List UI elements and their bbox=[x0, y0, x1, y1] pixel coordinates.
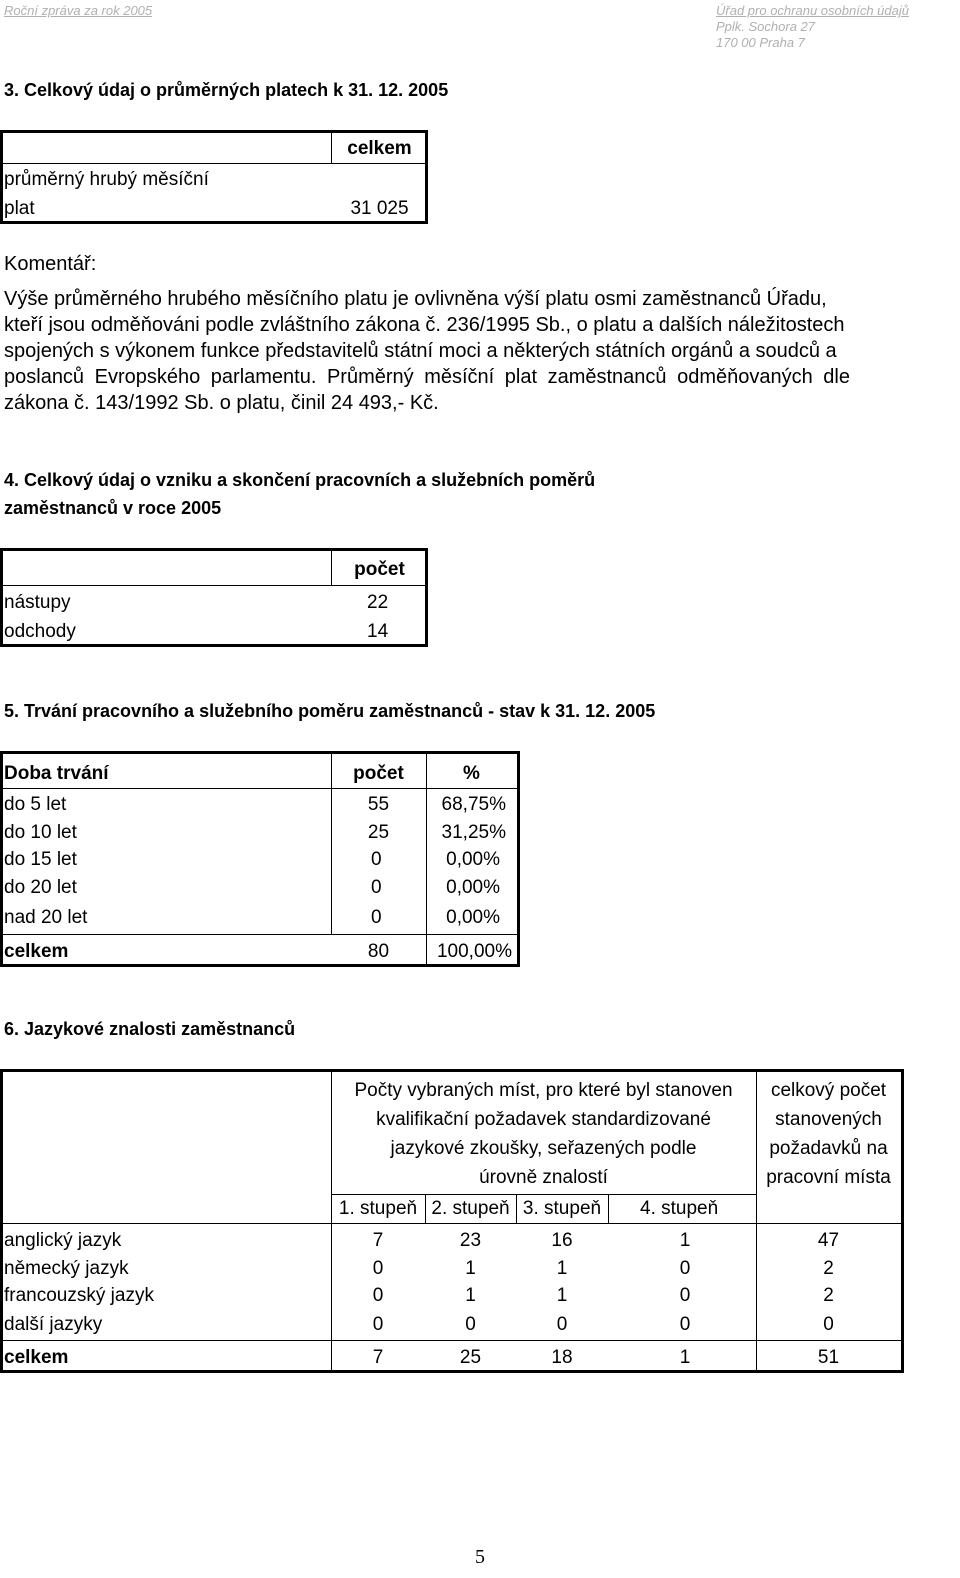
group-header-line: jazykové zkoušky, seřazených podle bbox=[390, 1138, 697, 1159]
duration-row-label: nad 20 let bbox=[4, 907, 88, 928]
language-row-label: francouzský jazyk bbox=[4, 1285, 154, 1306]
duration-total-percent: 100,00% bbox=[436, 941, 512, 962]
duration-row-count: 0 bbox=[371, 877, 382, 898]
salary-row-label-1: průměrný hrubý měsíční bbox=[4, 169, 209, 190]
duration-row-label: do 5 let bbox=[4, 794, 67, 815]
salary-col-header: celkem bbox=[347, 138, 412, 159]
level-4-header: 4. stupeň bbox=[640, 1198, 719, 1219]
group-header-line: úrovně znalostí bbox=[479, 1167, 608, 1188]
language-total-l1: 7 bbox=[372, 1347, 384, 1368]
comment-line: zákona č. 143/1992 Sb. o platu, činil 24 493,- Kč. bbox=[4, 392, 439, 414]
level-2-header: 2. stupeň bbox=[431, 1198, 510, 1219]
duration-row-label: do 20 let bbox=[4, 877, 77, 898]
table-divider bbox=[0, 163, 428, 164]
count-col-header: počet bbox=[353, 763, 404, 784]
office-name: Úřad pro ochranu osobních údajů bbox=[716, 3, 909, 18]
table-divider bbox=[0, 934, 520, 935]
duration-row-percent: 31,25% bbox=[441, 822, 506, 843]
comment-line: Výše průměrného hrubého měsíčního platu je ovlivněna výší platu osmi zaměstnanců Úřadu, bbox=[4, 288, 827, 310]
language-total-l2: 25 bbox=[459, 1347, 482, 1368]
language-row-total: 2 bbox=[823, 1285, 834, 1306]
language-row-l4: 0 bbox=[679, 1314, 691, 1335]
salary-row-label-2: plat bbox=[4, 198, 35, 219]
comment-line: poslanců Evropského parlamentu. Průměrný měsíční plat zaměstnanců odměňovaných dle bbox=[4, 366, 850, 388]
language-total-l4: 1 bbox=[679, 1347, 691, 1368]
language-row-l3: 1 bbox=[556, 1285, 568, 1306]
language-row-l1: 7 bbox=[372, 1230, 384, 1251]
language-row-label: německý jazyk bbox=[4, 1258, 129, 1279]
language-row-l2: 23 bbox=[459, 1230, 482, 1251]
duration-col-header: Doba trvání bbox=[4, 763, 109, 784]
header-left-text: Roční zpráva za rok 2005 bbox=[4, 3, 153, 18]
language-row-l3: 0 bbox=[556, 1314, 568, 1335]
hires-row-label: nástupy bbox=[4, 592, 71, 613]
duration-row-percent: 0,00% bbox=[446, 907, 500, 928]
group-header-line: kvalifikační požadavek standardizované bbox=[376, 1109, 711, 1130]
duration-row-count: 25 bbox=[367, 822, 390, 843]
duration-row-label: do 10 let bbox=[4, 822, 77, 843]
office-street: Pplk. Sochora 27 bbox=[716, 19, 816, 34]
duration-row-count: 0 bbox=[371, 849, 382, 870]
language-row-l2: 1 bbox=[465, 1285, 476, 1306]
table-divider bbox=[0, 788, 520, 789]
section-4-title-line1: 4. Celkový údaj o vzniku a skončení pracovních a služebních poměrů bbox=[4, 470, 596, 490]
language-row-l2: 1 bbox=[465, 1258, 476, 1279]
duration-row-count: 0 bbox=[371, 907, 382, 928]
language-row-l4: 0 bbox=[679, 1285, 691, 1306]
table-divider bbox=[0, 585, 428, 586]
section-4-title-line2: zaměstnanců v roce 2005 bbox=[4, 498, 222, 518]
table-divider bbox=[608, 1194, 609, 1223]
duration-total-label: celkem bbox=[4, 941, 69, 962]
hires-col-header: počet bbox=[354, 559, 405, 580]
levels-group-header bbox=[331, 1076, 756, 1192]
language-row-l1: 0 bbox=[372, 1285, 384, 1306]
departures-row-value: 14 bbox=[367, 621, 389, 642]
table-divider bbox=[331, 1194, 756, 1195]
language-row-l1: 0 bbox=[372, 1314, 384, 1335]
total-header-line: celkový počet bbox=[770, 1080, 887, 1101]
group-header-line: Počty vybraných míst, pro které byl stanoven bbox=[354, 1080, 733, 1101]
salary-value: 31 025 bbox=[350, 198, 409, 219]
comment-text bbox=[4, 286, 954, 416]
office-city: 170 00 Praha 7 bbox=[716, 35, 805, 50]
table-divider bbox=[0, 1223, 904, 1224]
language-row-l3: 1 bbox=[556, 1258, 568, 1279]
language-row-label: další jazyky bbox=[4, 1314, 103, 1335]
office-address-header bbox=[716, 3, 909, 51]
duration-row-percent: 68,75% bbox=[441, 794, 506, 815]
report-title-header bbox=[4, 3, 152, 19]
duration-total-count: 80 bbox=[367, 941, 390, 962]
section-6-title: 6. Jazykové znalosti zaměstnanců bbox=[4, 1019, 296, 1039]
comment-line: kteří jsou odměňováni podle zvláštního zákona č. 236/1995 Sb., o platu a dalších náležitostech bbox=[4, 314, 845, 336]
duration-row-label: do 15 let bbox=[4, 849, 77, 870]
language-row-total: 0 bbox=[823, 1314, 834, 1335]
language-row-l1: 0 bbox=[372, 1258, 384, 1279]
table-divider bbox=[0, 1340, 904, 1341]
level-3-header: 3. stupeň bbox=[522, 1198, 602, 1219]
comment-line: spojených s výkonem funkce představitelů státní moci a některých státních orgánů a soudců a bbox=[4, 340, 837, 362]
section-5-title: 5. Trvání pracovního a služebního poměru zaměstnanců - stav k 31. 12. 2005 bbox=[4, 701, 656, 721]
level-1-header: 1. stupeň bbox=[338, 1198, 418, 1219]
page-number: 5 bbox=[475, 1546, 485, 1568]
section-3-title: 3. Celkový údaj o průměrných platech k 31. 12. 2005 bbox=[4, 80, 449, 100]
total-header-line: pracovní místa bbox=[766, 1167, 891, 1188]
language-row-l4: 0 bbox=[679, 1258, 691, 1279]
language-row-total: 2 bbox=[823, 1258, 834, 1279]
duration-row-count: 55 bbox=[367, 794, 390, 815]
duration-row-percent: 0,00% bbox=[446, 877, 500, 898]
language-total-total: 51 bbox=[817, 1347, 840, 1368]
language-row-l2: 0 bbox=[465, 1314, 476, 1335]
total-header-line: požadavků na bbox=[769, 1138, 888, 1159]
departures-row-label: odchody bbox=[4, 621, 76, 642]
duration-row-percent: 0,00% bbox=[446, 849, 500, 870]
language-row-l4: 1 bbox=[679, 1230, 691, 1251]
percent-col-header: % bbox=[463, 763, 480, 784]
language-row-l3: 16 bbox=[551, 1230, 573, 1251]
language-total-label: celkem bbox=[4, 1347, 69, 1368]
comment-label: Komentář: bbox=[4, 253, 97, 275]
language-row-total: 47 bbox=[817, 1230, 840, 1251]
language-row-label: anglický jazyk bbox=[4, 1230, 122, 1251]
language-total-l3: 18 bbox=[551, 1347, 573, 1368]
hires-row-value: 22 bbox=[367, 592, 389, 613]
total-header-line: stanovených bbox=[775, 1109, 882, 1130]
total-requirements-header bbox=[756, 1076, 901, 1192]
